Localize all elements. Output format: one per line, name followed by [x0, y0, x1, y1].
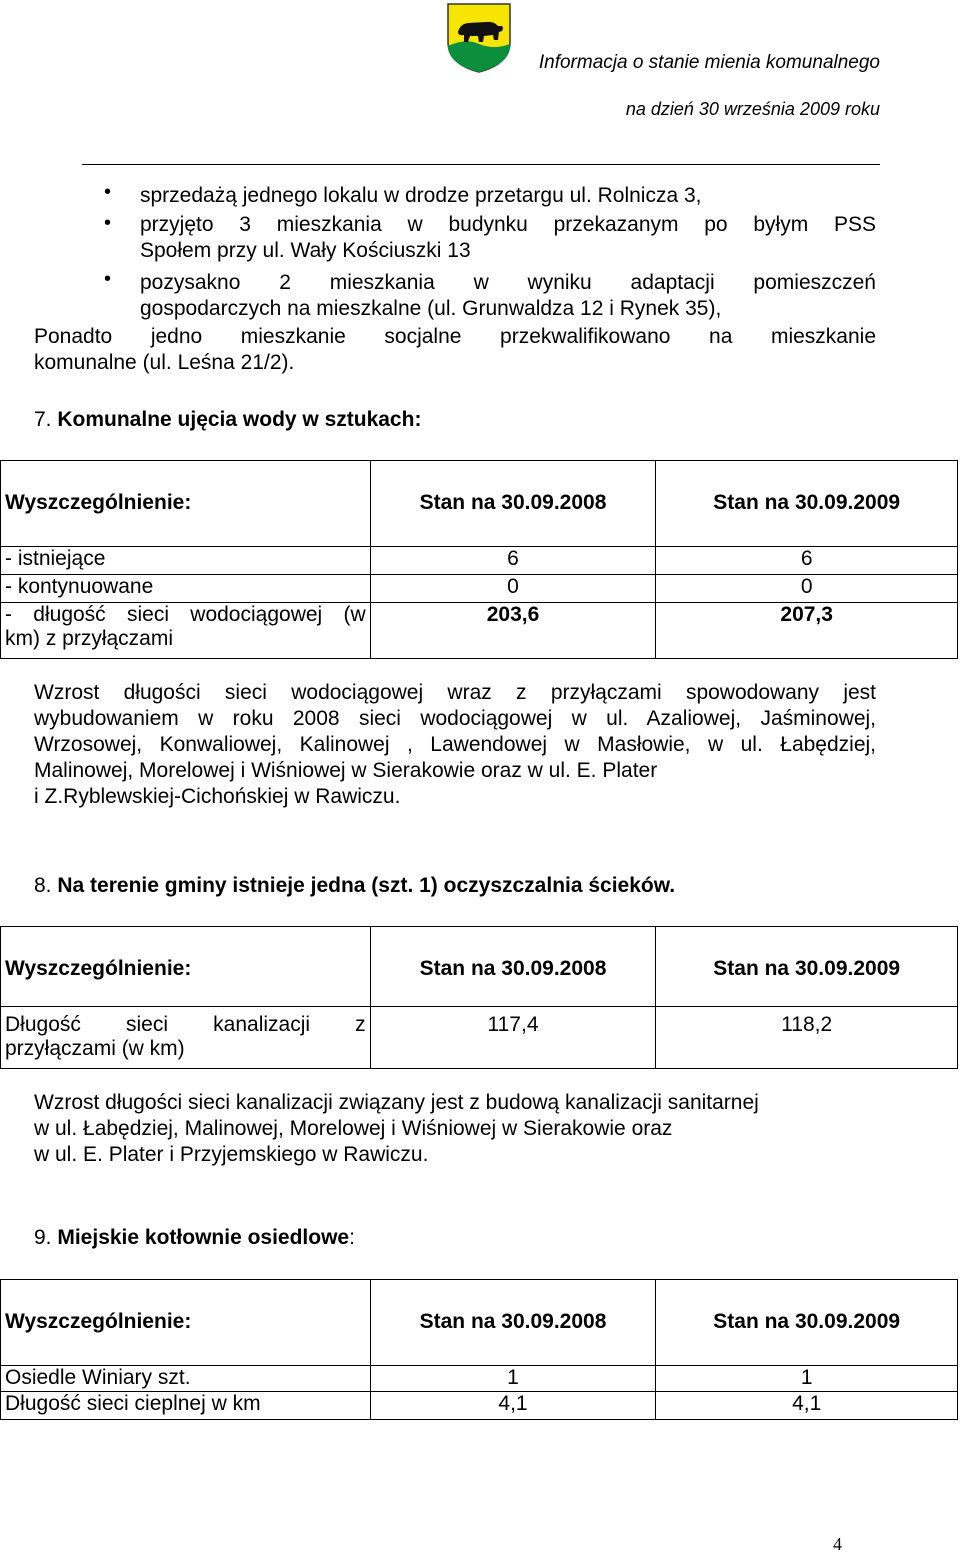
- table-header-row: [1, 461, 958, 547]
- table-row: [1, 603, 958, 659]
- table-header-cell: Stan na 30.09.2009: [656, 461, 958, 547]
- table-cell: Osiedle Winiary szt.: [1, 1366, 371, 1392]
- table-row: [1, 575, 958, 603]
- table-cell: 117,4: [370, 1007, 656, 1069]
- table-header-cell: Stan na 30.09.2008: [370, 927, 656, 1007]
- table-header-cell: Wyszczególnienie:: [1, 1280, 371, 1366]
- bullet-item: pozysakno 2 mieszkania w wyniku adaptacji pomieszczeń gospodarczych na mieszkalne (ul. Grunwaldza 12 i Rynek 35),: [140, 271, 876, 320]
- table-header-cell: Stan na 30.09.2009: [656, 927, 958, 1007]
- table-header-cell: Stan na 30.09.2009: [656, 1280, 958, 1366]
- header-divider: [82, 164, 880, 165]
- table-cell: - istniejące: [1, 547, 371, 575]
- table-cell: 4,1: [370, 1392, 656, 1420]
- table-cell: Długość sieci kanalizacji z przyłączami (w km): [1, 1007, 371, 1069]
- sewage-table: [0, 926, 958, 1069]
- page-number: 4: [833, 1534, 842, 1554]
- table-row: [1, 1007, 958, 1069]
- water-intake-table: [0, 460, 958, 659]
- header-title: Informacja o stanie mienia komunalnego: [538, 52, 880, 73]
- table-header-row: [1, 1280, 958, 1366]
- table-header-cell: Stan na 30.09.2008: [370, 461, 656, 547]
- section-heading: 7. Komunalne ujęcia wody w sztukach:: [34, 408, 422, 431]
- paragraph: Wzrost długości sieci kanalizacji związany jest z budową kanalizacji sanitarnej w ul. Łabędziej, Malinowej, Morelowej i Wiśniowej w Sierakowie oraz w ul. E. Plater i Przyjemskiego w Rawiczu.: [34, 1091, 759, 1166]
- table-cell: 0: [370, 575, 656, 603]
- boiler-houses-table: [0, 1279, 958, 1420]
- table-cell: - kontynuowane: [1, 575, 371, 603]
- table-row: [1, 1392, 958, 1420]
- table-cell: - długość sieci wodociągowej (w km) z przyłączami: [1, 603, 371, 659]
- bullet-icon: •: [104, 268, 112, 290]
- bullet-item: sprzedażą jednego lokalu w drodze przetargu ul. Rolnicza 3,: [140, 184, 702, 207]
- table-cell: 6: [656, 547, 958, 575]
- table-cell: 203,6: [370, 603, 656, 659]
- coat-of-arms-logo: [446, 2, 512, 74]
- bullet-icon: •: [104, 181, 112, 203]
- section-heading: 9. Miejskie kotłownie osiedlowe:: [34, 1226, 355, 1249]
- table-row: [1, 547, 958, 575]
- table-header-row: [1, 927, 958, 1007]
- table-cell: 1: [656, 1366, 958, 1392]
- table-cell: 0: [656, 575, 958, 603]
- table-header-cell: Wyszczególnienie:: [1, 461, 371, 547]
- bullet-item: przyjęto 3 mieszkania w budynku przekazanym po byłym PSS Społem przy ul. Wały Kościuszki 13: [140, 213, 876, 262]
- section-heading: 8. Na terenie gminy istnieje jedna (szt. 1) oczyszczalnia ścieków.: [34, 874, 676, 897]
- bullet-icon: •: [104, 212, 112, 234]
- table-header-cell: Wyszczególnienie:: [1, 927, 371, 1007]
- table-cell: 207,3: [656, 603, 958, 659]
- paragraph: Wzrost długości sieci wodociągowej wraz z przyłączami spowodowany jest wybudowaniem w roku 2008 sieci wodociągowej w ul. Azaliowej, Jaśminowej, Wrzosowej, Konwaliowej, Kalinowej , Lawendowej w Masłowie, w ul. Łabędziej, Malinowej, Morelowej i Wiśniowej w Sierakowie oraz w ul. E. Plater i Z.Ryblewskiej-Cichońskiej w Rawiczu.: [34, 681, 876, 808]
- table-cell: Długość sieci cieplnej w km: [1, 1392, 371, 1420]
- table-cell: 4,1: [656, 1392, 958, 1420]
- table-cell: 118,2: [656, 1007, 958, 1069]
- table-cell: 6: [370, 547, 656, 575]
- table-header-cell: Stan na 30.09.2008: [370, 1280, 656, 1366]
- header-date: na dzień 30 września 2009 roku: [625, 99, 880, 119]
- table-row: [1, 1366, 958, 1392]
- table-cell: 1: [370, 1366, 656, 1392]
- paragraph: Ponadto jedno mieszkanie socjalne przekwalifikowano na mieszkanie komunalne (ul. Leśna 21/2).: [34, 325, 876, 374]
